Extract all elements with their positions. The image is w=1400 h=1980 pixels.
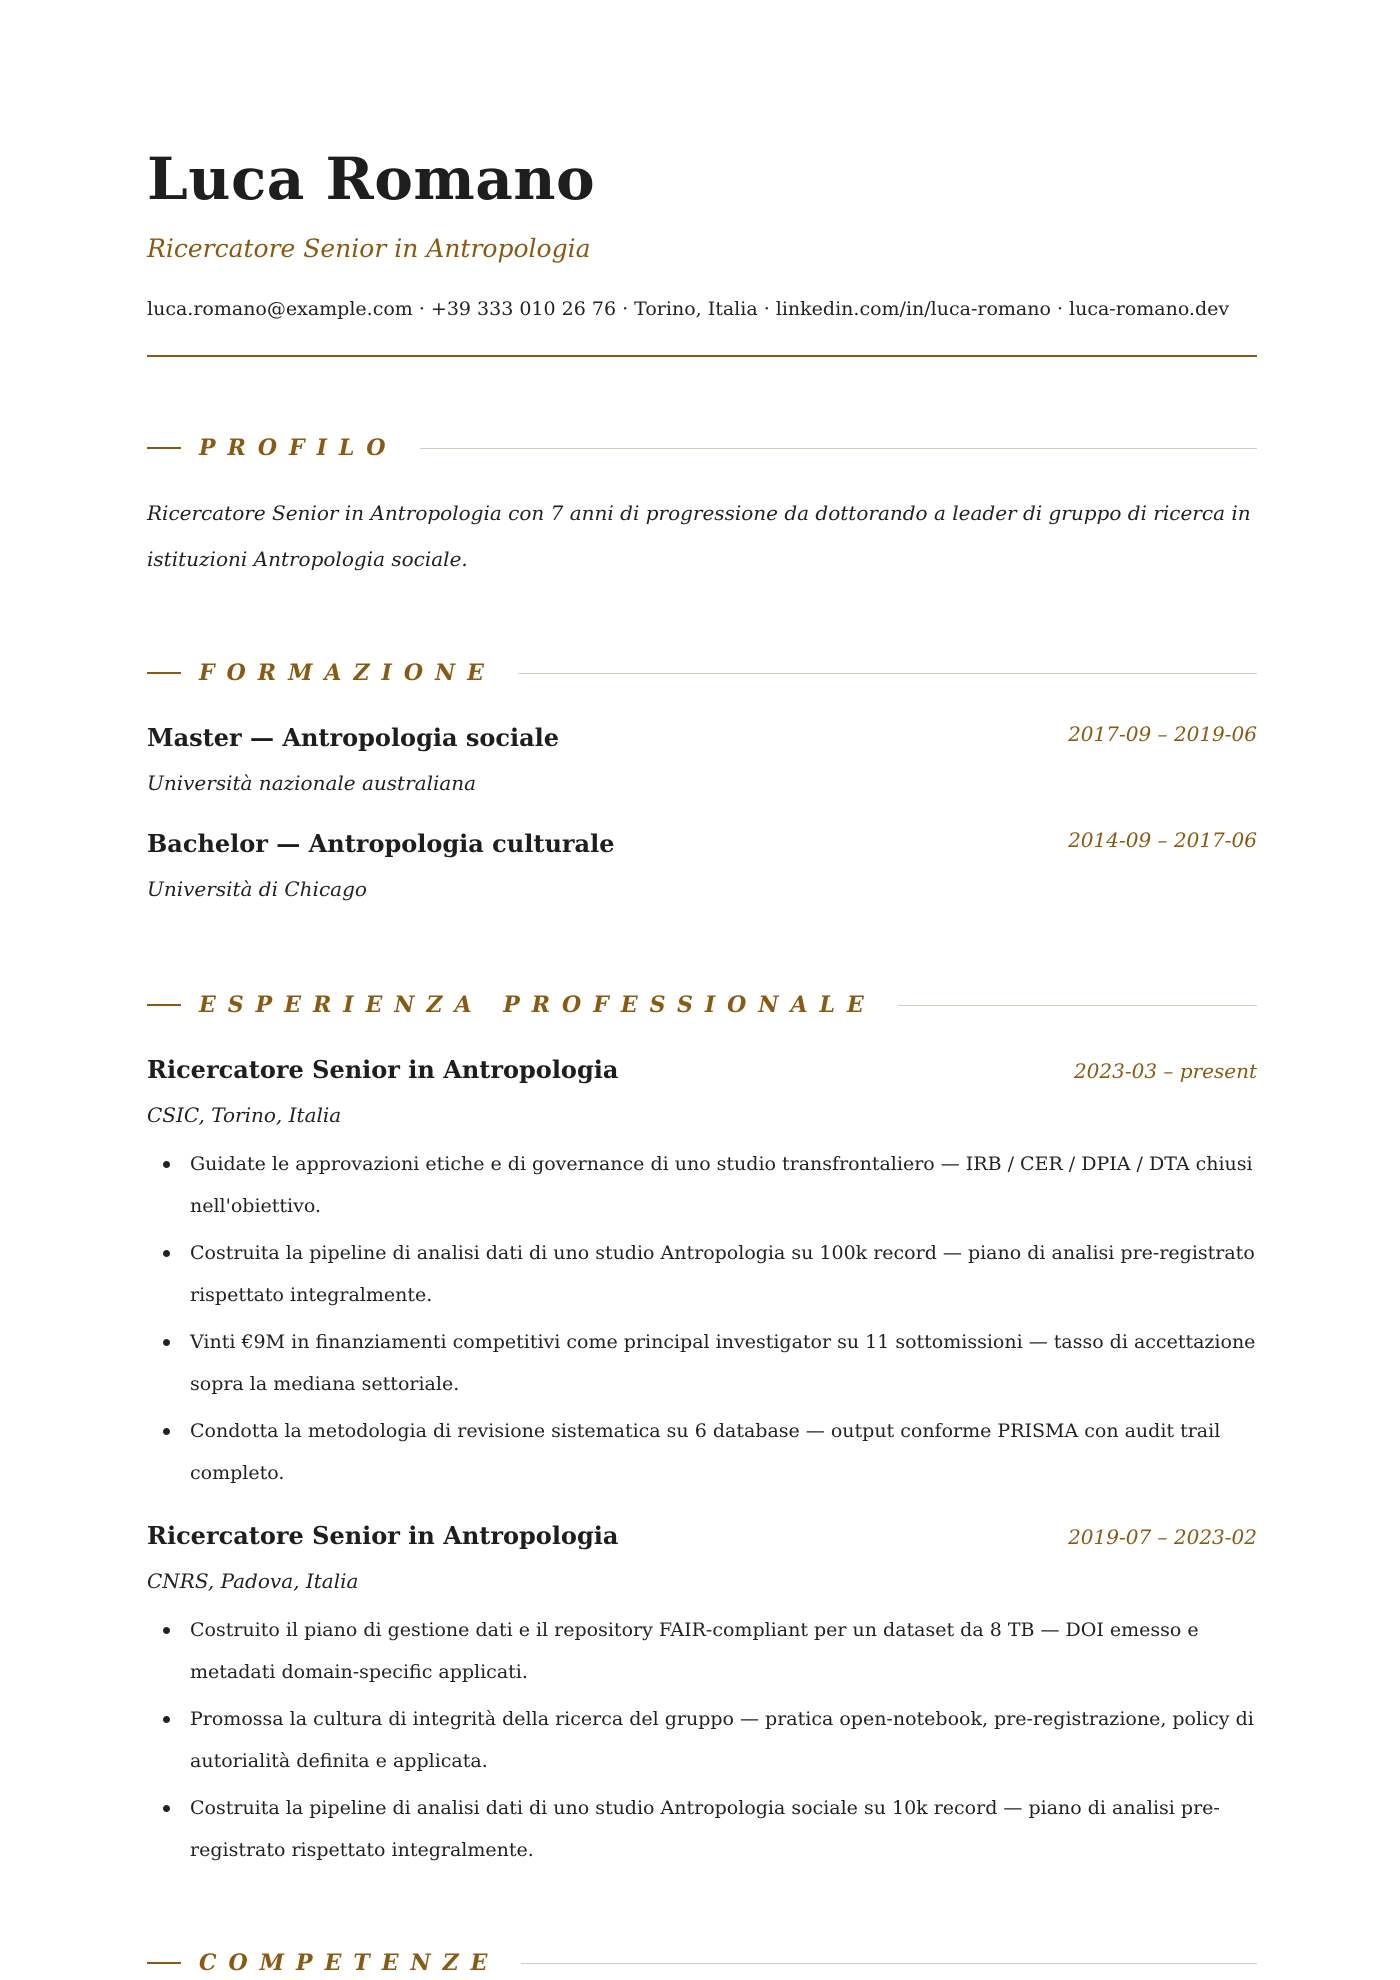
experience-dates: 2023-03 – present (1073, 1059, 1257, 1083)
heading-dash (147, 1004, 181, 1006)
section-heading-experience (147, 990, 1257, 1020)
section-label: FORMAZIONE (199, 660, 496, 686)
section-heading-profile (147, 433, 1257, 463)
education-degree: Master — Antropologia sociale (147, 723, 560, 752)
header-divider (147, 355, 1257, 357)
education-institution: Università di Chicago (147, 877, 367, 901)
experience-dates: 2019-07 – 2023-02 (1068, 1525, 1257, 1549)
bullet-item: Costruito il piano di gestione dati e il repository FAIR-compliant per un dataset da 8 TB — DOI emesso e metadati domain-specific applicati. (147, 1609, 1257, 1693)
heading-dash (147, 1962, 181, 1964)
experience-bullets (147, 1143, 1257, 1499)
experience-bullets (147, 1609, 1257, 1876)
education-institution: Università nazionale australiana (147, 771, 477, 795)
heading-rule (518, 673, 1257, 674)
section-label: ESPERIENZA PROFESSIONALE (199, 992, 876, 1018)
experience-org: CNRS, Padova, Italia (147, 1569, 359, 1593)
heading-rule (420, 448, 1257, 449)
bullet-item: Promossa la cultura di integrità della ricerca del gruppo — pratica open-notebook, pre-registrazione, policy di autorialità definita e applicata. (147, 1698, 1257, 1782)
education-degree: Bachelor — Antropologia culturale (147, 829, 615, 858)
profile-text: Ricercatore Senior in Antropologia con 7 anni di progressione da dottorando a leader di gruppo di ricerca in istituzioni Antropologia sociale. (147, 501, 1251, 571)
bullet-item: Costruita la pipeline di analisi dati di uno studio Antropologia sociale su 10k record — piano di analisi pre-registrato rispettato integralmente. (147, 1787, 1257, 1871)
bullet-item: Condotta la metodologia di revisione sistematica su 6 database — output conforme PRISMA con audit trail completo. (147, 1410, 1257, 1494)
heading-rule (521, 1963, 1257, 1964)
contact-line: luca.romano@example.com · +39 333 010 26 76 · Torino, Italia · linkedin.com/in/luca-romano · luca-romano.dev (147, 298, 1230, 320)
experience-role: Ricercatore Senior in Antropologia (147, 1055, 619, 1084)
section-heading-skills (147, 1948, 1257, 1978)
heading-dash (147, 672, 181, 674)
candidate-name: Luca Romano (147, 145, 596, 213)
heading-dash (147, 447, 181, 449)
section-heading-education (147, 658, 1257, 688)
heading-rule (898, 1005, 1257, 1006)
bullet-item: Guidate le approvazioni etiche e di governance di uno studio transfrontaliero — IRB / CER / DPIA / DTA chiusi nell'obiettivo. (147, 1143, 1257, 1227)
education-dates: 2017-09 – 2019-06 (1068, 722, 1257, 746)
experience-role: Ricercatore Senior in Antropologia (147, 1521, 619, 1550)
experience-org: CSIC, Torino, Italia (147, 1103, 342, 1127)
education-dates: 2014-09 – 2017-06 (1068, 828, 1257, 852)
section-label: COMPETENZE (199, 1950, 500, 1976)
candidate-title: Ricercatore Senior in Antropologia (147, 234, 591, 263)
section-label: PROFILO (199, 435, 398, 461)
bullet-item: Costruita la pipeline di analisi dati di uno studio Antropologia su 100k record — piano di analisi pre-registrato rispettato integralmente. (147, 1232, 1257, 1316)
bullet-item: Vinti €9M in finanziamenti competitivi come principal investigator su 11 sottomissioni — tasso di accettazione sopra la mediana settoriale. (147, 1321, 1257, 1405)
